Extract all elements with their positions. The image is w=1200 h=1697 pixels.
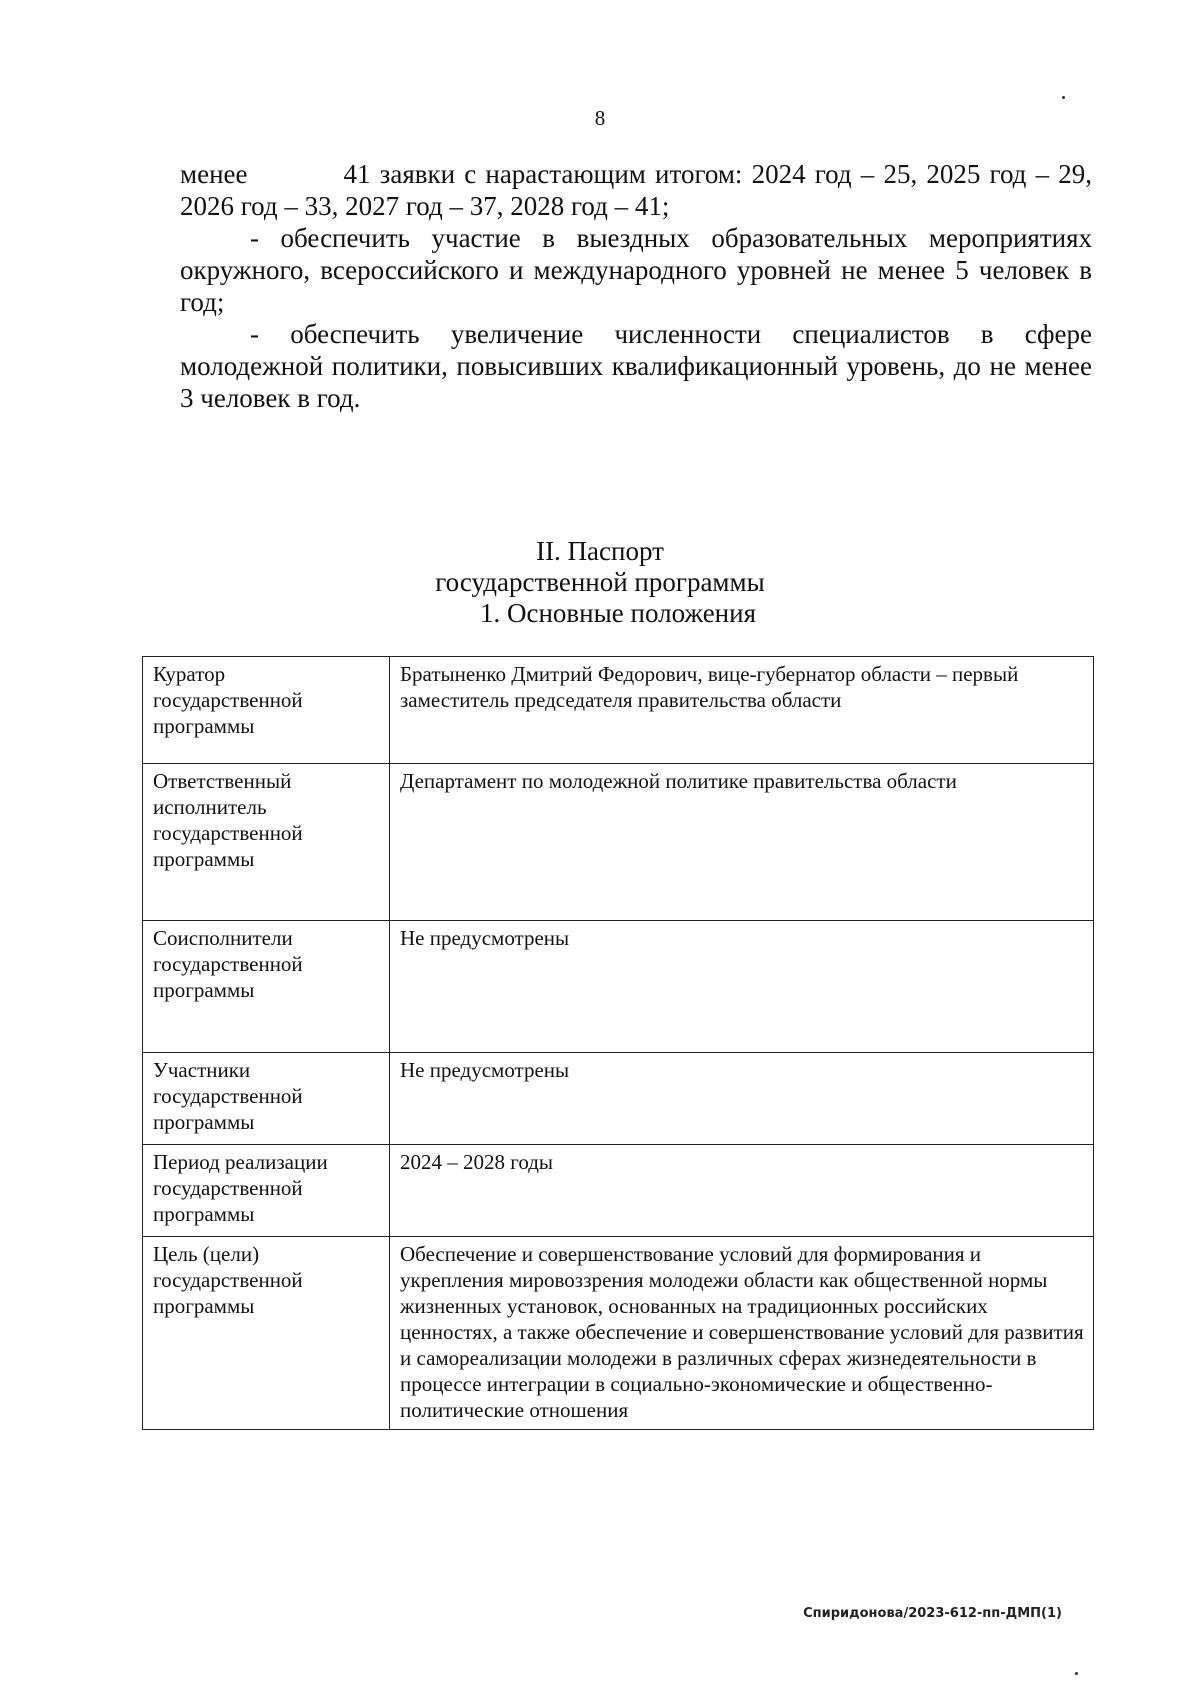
row-value: Обеспечение и совершенствование условий для формирования и укрепления мировоззрения молодежи области как общественной нормы жизненных установок, основанных на традиционных российских ценностях, а также обеспечение и совершенствование условий для развития и самореализации молодежи в различных сферах жизнедеятельности в процессе интеграции в социально-экономические и общественно-политические отношения	[390, 1237, 1094, 1430]
page-number: 8	[594, 106, 606, 130]
document-footer-code: Спиридонова/2023-612-пп-ДМП(1)	[803, 1606, 1062, 1621]
section-subtitle: 1. Основные положения	[480, 598, 756, 628]
row-label: Период реализации государственной программы	[143, 1145, 390, 1237]
table-row	[143, 764, 1094, 921]
row-value: Не предусмотрены	[390, 1053, 1094, 1145]
intro-applications-text: 41 заявки с нарастающим итогом: 2024 год – 25, 2025 год – 29, 2026 год – 33, 2027 год – 37, 2028 год – 41;	[180, 159, 1092, 221]
row-value: Братыненко Дмитрий Федорович, вице-губернатор области – первый заместитель председателя правительства области	[390, 657, 1094, 764]
intro-bullet-events: - обеспечить участие в выездных образовательных мероприятиях окружного, всероссийского и международного уровней не менее 5 человек в год;	[180, 223, 1092, 317]
row-label: Соисполнители государственной программы	[143, 921, 390, 1053]
table-row	[143, 1145, 1094, 1237]
section-heading	[0, 536, 1200, 629]
row-value: Департамент по молодежной политике правительства области	[390, 764, 1094, 921]
table-row	[143, 1053, 1094, 1145]
intro-bullet-specialists: - обеспечить увеличение численности специалистов в сфере молодежной политики, повысивших квалификационный уровень, до не менее 3 человек в год.	[180, 319, 1092, 413]
intro-lead-word: менее	[180, 159, 248, 189]
scan-dot-bottom	[1075, 1672, 1078, 1675]
table-row	[143, 921, 1094, 1053]
table-row	[143, 1237, 1094, 1430]
section-title: II. Паспорт	[536, 536, 664, 566]
scan-dot-top	[1062, 96, 1065, 99]
row-label: Ответственный исполнитель государственной программы	[143, 764, 390, 921]
row-value: Не предусмотрены	[390, 921, 1094, 1053]
section-title-line2: государственной программы	[435, 567, 765, 597]
intro-paragraph	[180, 158, 1092, 222]
row-label: Цель (цели) государственной программы	[143, 1237, 390, 1430]
row-label: Участники государственной программы	[143, 1053, 390, 1145]
passport-table	[142, 656, 1094, 1430]
table-row	[143, 657, 1094, 764]
row-label: Куратор государственной программы	[143, 657, 390, 764]
row-value: 2024 – 2028 годы	[390, 1145, 1094, 1237]
intro-text	[180, 158, 1092, 414]
